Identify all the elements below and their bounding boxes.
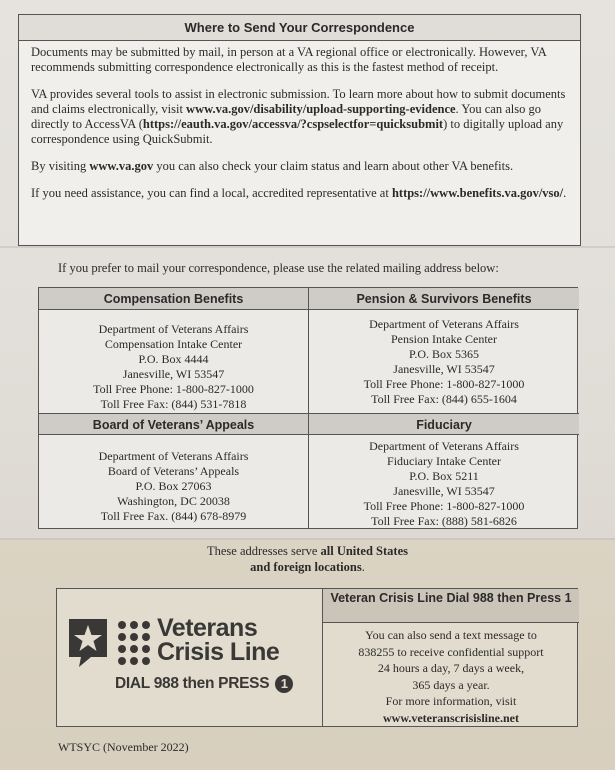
- address-column-left: [39, 288, 309, 528]
- address-line: Toll Free Fax: (844) 655-1604: [371, 392, 517, 406]
- address-column-right: [309, 288, 579, 528]
- compensation-header: Compensation Benefits: [39, 288, 308, 310]
- pension-header: Pension & Survivors Benefits: [309, 288, 579, 310]
- address-line: Board of Veterans’ Appeals: [107, 464, 240, 478]
- crisis-line: For more information, visit: [385, 694, 517, 708]
- link-accessva[interactable]: https://eauth.va.gov/accessva/?cspselectfor=quicksubmit: [142, 117, 444, 131]
- address-line: Department of Veterans Affairs: [98, 322, 249, 336]
- address-line: Toll Free Fax. (844) 678-8979: [100, 509, 247, 523]
- link-upload-evidence[interactable]: www.va.gov/disability/upload-supporting-evidence: [186, 102, 456, 116]
- address-line: Compensation Intake Center: [104, 337, 243, 351]
- coverage-line-2: [0, 559, 615, 575]
- veterans-crisis-line-logo: [67, 615, 317, 705]
- form-identifier: WTSYC (November 2022): [58, 740, 189, 754]
- paragraph-tools: [31, 87, 568, 147]
- fiduciary-address: [309, 435, 579, 529]
- address-line: Washington, DC 20038: [117, 494, 230, 508]
- crisis-line: 24 hours a day, 7 days a week,: [377, 661, 525, 675]
- crisis-header: Veteran Crisis Line Dial 988 then Press 1: [323, 589, 579, 623]
- correspondence-body: [19, 41, 580, 201]
- address-line: Toll Free Fax: (844) 531-7818: [100, 397, 247, 411]
- coverage-line-1: [0, 543, 615, 559]
- logo-word-crisis-line: Crisis Line: [157, 638, 280, 666]
- link-va-gov[interactable]: www.va.gov: [89, 159, 154, 173]
- dot-grid-icon: [117, 619, 153, 667]
- crisis-logo-cell: [57, 589, 323, 726]
- crisis-url[interactable]: [323, 710, 579, 727]
- press-one-icon: 1: [275, 675, 293, 693]
- board-address: [39, 435, 308, 524]
- paragraph-assistance: [31, 186, 568, 201]
- address-line: Janesville, WI 53547: [393, 362, 495, 376]
- address-line: P.O. Box 27063: [135, 479, 212, 493]
- address-line: P.O. Box 4444: [138, 352, 209, 366]
- text: DIAL 988 then PRESS: [115, 675, 270, 693]
- mail-intro: If you prefer to mail your correspondence, please use the related mailing address below:: [58, 261, 499, 275]
- text: ) to digitally upload any correspondence using QuickSubmit.: [31, 117, 564, 146]
- paragraph-claim-status: [31, 159, 568, 174]
- crisis-info-cell: [323, 589, 579, 726]
- paragraph-submission: Documents may be submitted by mail, in person at a VA regional office or electronically. However, VA recommends submitting correspondence electronically as this is the fastest method of receipt.: [31, 45, 547, 74]
- compensation-address: [39, 310, 308, 413]
- text-emphasis: and foreign locations: [250, 560, 362, 574]
- link-crisis-line[interactable]: www.veteranscrisisline.net: [383, 710, 519, 725]
- address-line: Janesville, WI 53547: [393, 484, 495, 498]
- address-line: Pension Intake Center: [391, 332, 497, 346]
- text: By visiting: [31, 159, 90, 173]
- fold-line: [0, 246, 615, 248]
- logo-word-veterans: Veterans: [157, 614, 258, 642]
- coverage-note: [0, 543, 615, 575]
- address-line: Fiduciary Intake Center: [387, 454, 501, 468]
- text: .: [361, 560, 365, 574]
- correspondence-title: Where to Send Your Correspondence: [19, 15, 580, 41]
- text: These addresses serve: [207, 544, 321, 558]
- text: VA provides several tools to assist in electronic submission. To learn more about how to submit documents and claims electronically, visit: [31, 87, 566, 116]
- board-header: Board of Veterans’ Appeals: [39, 413, 308, 435]
- text: . You can also go directly to AccessVA (: [31, 102, 541, 131]
- fiduciary-header: Fiduciary: [309, 413, 579, 435]
- address-line: Department of Veterans Affairs: [98, 449, 249, 463]
- text-emphasis: all United States: [320, 544, 408, 558]
- crisis-line: 838255 to receive confidential support: [358, 644, 544, 659]
- crisis-line: 365 days a year.: [412, 677, 490, 692]
- address-line: Janesville, WI 53547: [122, 367, 225, 381]
- text: .: [563, 186, 567, 200]
- logo-dial-instruction: [115, 675, 293, 693]
- address-line: Toll Free Phone: 1-800-827-1000: [363, 377, 525, 391]
- address-line: Toll Free Phone: 1-800-827-1000: [363, 499, 525, 513]
- address-line: Department of Veterans Affairs: [369, 439, 519, 453]
- fold-line: [0, 538, 615, 540]
- address-line: Toll Free Phone: 1-800-827-1000: [93, 382, 254, 396]
- address-line: Toll Free Fax: (888) 581-6826: [371, 514, 517, 528]
- crisis-line-box: [56, 588, 578, 727]
- text: you can also check your claim status and learn about other VA benefits.: [153, 159, 514, 173]
- address-line: P.O. Box 5365: [408, 347, 479, 361]
- address-table: [38, 287, 578, 529]
- address-line: Department of Veterans Affairs: [369, 317, 519, 331]
- link-vso[interactable]: https://www.benefits.va.gov/vso/: [391, 186, 564, 200]
- star-badge-icon: [67, 617, 109, 669]
- crisis-line: You can also send a text message to: [365, 628, 537, 642]
- pension-address: [309, 310, 579, 406]
- crisis-details: [323, 623, 579, 726]
- correspondence-box: [18, 14, 581, 246]
- address-line: P.O. Box 5211: [409, 469, 479, 483]
- text: If you need assistance, you can find a local, accredited representative at: [31, 186, 392, 200]
